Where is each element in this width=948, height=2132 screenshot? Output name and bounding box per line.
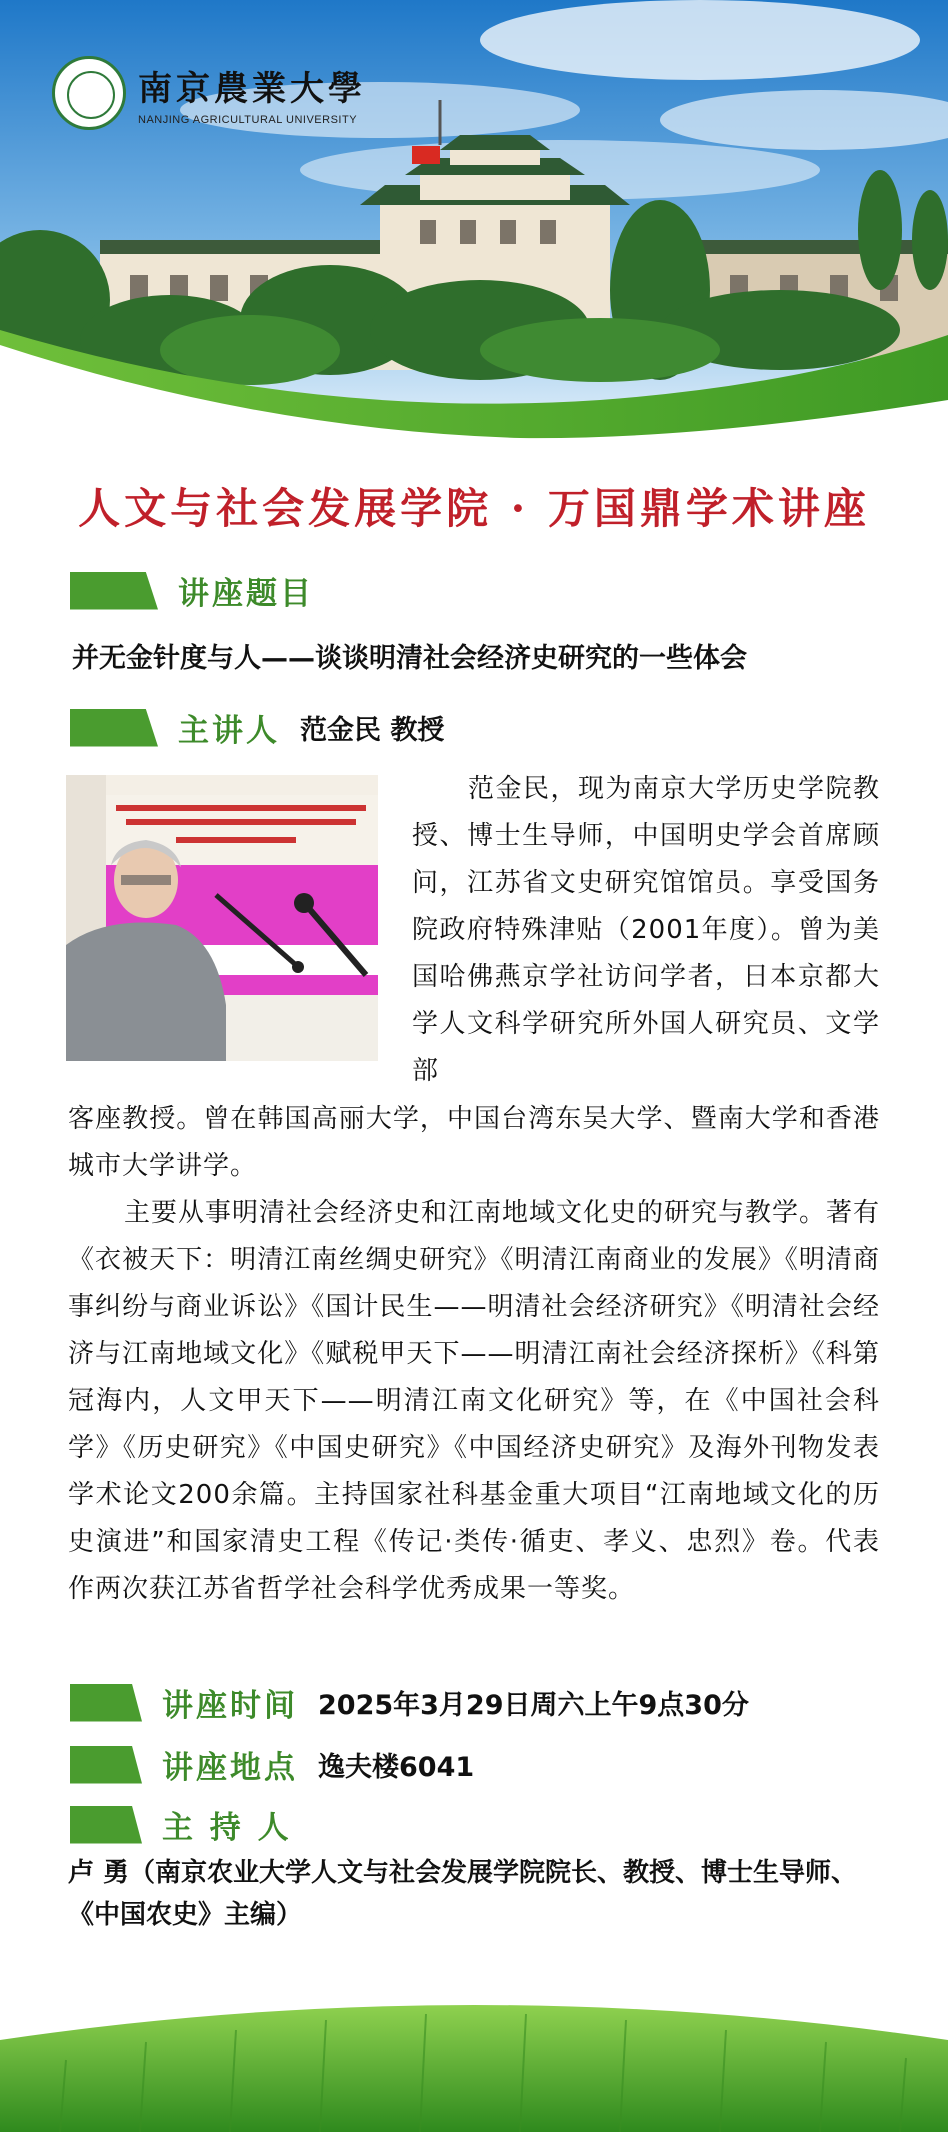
footer-grass — [0, 1980, 948, 2132]
time-label: 讲座时间 — [162, 1688, 298, 1724]
green-bar-icon — [70, 1746, 142, 1784]
place-label: 讲座地点 — [162, 1750, 298, 1786]
green-bar-icon — [70, 1684, 142, 1722]
time-heading — [70, 1680, 749, 1725]
speaker-name: 范金民 教授 — [300, 715, 445, 746]
bio-paragraph-1-continued: 客座教授。曾在韩国高丽大学，中国台湾东吴大学、暨南大学和香港城市大学讲学。 — [68, 1104, 880, 1181]
host-text: 卢 勇（南京农业大学人文与社会发展学院院长、教授、博士生导师、《中国农史》主编） — [68, 1858, 858, 1930]
topic-text: 并无金针度与人——谈谈明清社会经济史研究的一些体会 — [72, 643, 747, 674]
header-banner — [0, 0, 948, 440]
speaker-label: 主讲人 — [178, 713, 280, 749]
speaker-heading — [70, 705, 444, 750]
university-logo — [52, 56, 366, 130]
green-bar-icon — [70, 709, 158, 747]
topic-heading — [70, 568, 314, 613]
green-bar-icon — [70, 572, 158, 610]
university-seal-icon — [52, 56, 126, 130]
bio-paragraph-2: 主要从事明清社会经济史和江南地域文化史的研究与教学。著有《衣被天下：明清江南丝绸史研究》《明清江南商业的发展》《明清商事纠纷与商业诉讼》《国计民生——明清社会经济研究》《明清社会经济与江南地域文化》《赋税甲天下——明清江南社会经济探析》《科第冠海内，人文甲天下——明清江南文化研究》等，在《中国社会科学》《历史研究》《中国史研究》《中国经济史研究》及海外刊物发表学术论文200余篇。主持国家社科基金重大项目“江南地域文化的历史演进”和国家清史工程《传记·类传·循吏、孝义、忠烈》卷。代表作两次获江苏省哲学社会科学优秀成果一等奖。 — [68, 1198, 881, 1604]
university-name-cn: 南京農業大學 — [138, 68, 366, 109]
host-heading — [70, 1802, 292, 1847]
time-value: 2025年3月29日周六上午9点30分 — [318, 1690, 749, 1721]
host-label: 主 持 人 — [162, 1810, 292, 1846]
place-value: 逸夫楼6041 — [318, 1752, 475, 1783]
speaker-photo — [66, 775, 378, 1061]
bio-paragraph-1: 范金民，现为南京大学历史学院教授、博士生导师，中国明史学会首席顾问，江苏省文史研究馆馆员。享受国务院政府特殊津贴（2001年度）。曾为美国哈佛燕京学社访问学者，日本京都大学人文科学研究所外国人研究员、文学部 — [412, 774, 880, 1086]
university-name-en: NANJING AGRICULTURAL UNIVERSITY — [138, 113, 358, 126]
topic-label: 讲座题目 — [178, 576, 314, 612]
place-heading — [70, 1742, 474, 1787]
lecture-series-title: 人文与社会发展学院 · 万国鼎学术讲座 — [78, 484, 870, 533]
green-bar-icon — [70, 1806, 142, 1844]
